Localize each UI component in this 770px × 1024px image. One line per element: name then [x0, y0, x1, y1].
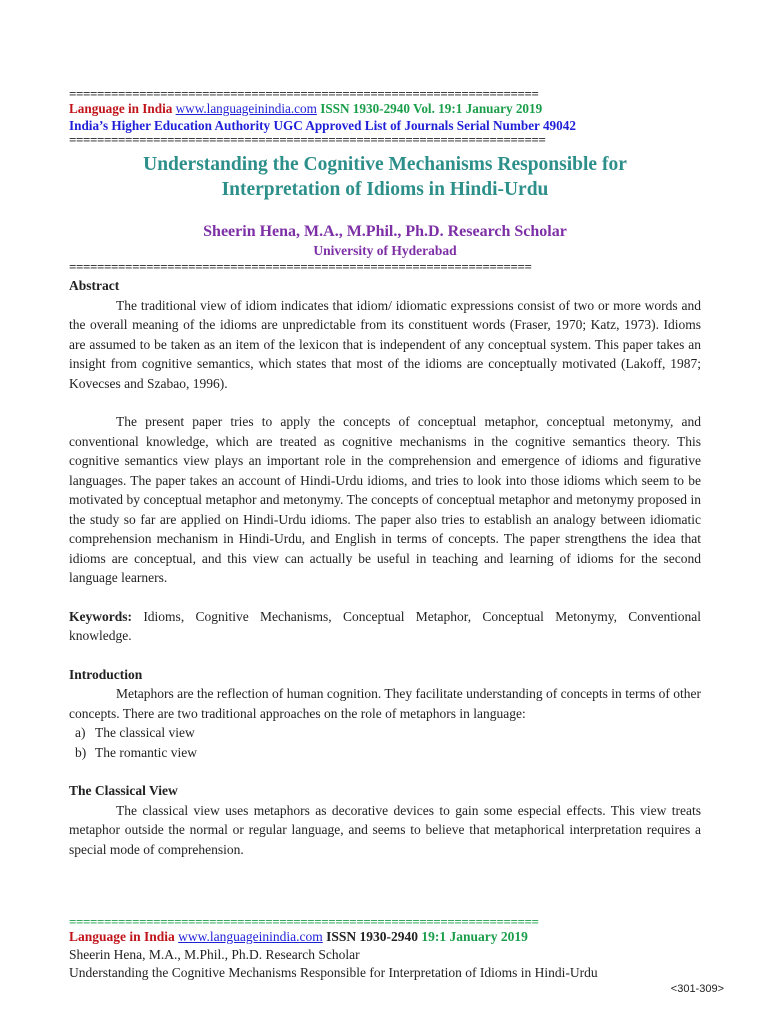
keywords-text: Idioms, Cognitive Mechanisms, Conceptual Metaphor, Conceptual Metonymy, Conventional knowledge. — [69, 608, 701, 643]
article-title — [69, 152, 701, 202]
header-separator-bottom: ==================================================================== — [69, 134, 546, 146]
introduction-heading: Introduction — [69, 666, 143, 682]
article-title-line2: Interpretation of Idioms in Hindi-Urdu — [221, 179, 549, 200]
abstract-heading: Abstract — [69, 278, 120, 293]
journal-url-link[interactable]: www.languageinindia.com — [175, 101, 317, 116]
journal-header-line — [69, 100, 701, 117]
abstract-paragraph-2: The present paper tries to apply the concepts of conceptual metaphor, conceptual metonymy, and conventional knowledge, which are treated as cognitive mechanisms in the cognitive semantics theory. This cognitive semantics view plays an important role in the comprehension and emergence of idioms and figurative languages. The paper takes an account of Hindi-Urdu idioms, and tries to look into those idioms which seem to be motivated by conceptual metaphor and metonymy. The concepts of conceptual metaphor and metonymy proposed in the study so far are applied on Hindi-Urdu idioms. The paper also tries to establish an analogy between idiomatic comprehension mechanism in Hindi-Urdu, and English in terms of concepts. The paper strengthens the idea that idioms are conceptual, and this view can actually be useful in teaching and learning of idioms for the second language learners. — [69, 414, 701, 585]
footer-journal-url-link[interactable]: www.languageinindia.com — [178, 929, 323, 944]
footer-title: Understanding the Cognitive Mechanisms Responsible for Interpretation of Idioms in Hindi-Urdu — [69, 965, 598, 980]
article-separator: ================================================================== — [69, 261, 532, 273]
article-affiliation: University of Hyderabad — [313, 243, 457, 258]
introduction-list — [69, 723, 701, 762]
journal-issn-vol: ISSN 1930-2940 Vol. 19:1 January 2019 — [320, 101, 543, 116]
abstract-paragraph-1: The traditional view of idiom indicates that idiom/ idiomatic expressions consist of two or more words and the overall meaning of the idioms are unpredictable from its constituent words (Fraser, 1970; Katz, 1973). Idioms are assumed to be taken as an item of the lexicon that is independent of any conceptual system. This paper takes an insight from cognitive semantics, which states that most of the idioms are conceptually motivated (Lakoff, 1987; Kovecses and Szabao, 1996). — [69, 297, 701, 391]
introduction-paragraph: Metaphors are the reflection of human cognition. They facilitate understanding of concepts in terms of other concepts. There are two traditional approaches on the role of metaphors in language: — [69, 686, 701, 721]
footer-journal-name: Language in India — [69, 929, 175, 944]
footer-vol: 19:1 January 2019 — [421, 929, 528, 944]
page-footer — [69, 916, 709, 982]
list-item: b) The romantic view — [75, 744, 197, 760]
keywords-label: Keywords: — [69, 608, 132, 624]
footer-author: Sheerin Hena, M.A., M.Phil., Ph.D. Research Scholar — [69, 947, 360, 962]
header-separator-top: =================================================================== — [69, 88, 539, 100]
classical-view-paragraph: The classical view uses metaphors as decorative devices to gain some especial effects. This view treats metaphor outside the normal or regular language, and seems to believe that metaphorical interpretation requires a special mode of comprehension. — [69, 802, 701, 857]
list-item: a) The classical view — [75, 725, 195, 740]
journal-name: Language in India — [69, 101, 173, 116]
footer-separator: =================================================================== — [69, 916, 539, 928]
classical-view-heading: The Classical View — [69, 783, 178, 798]
ugc-approval-line: India’s Higher Education Authority UGC Approved List of Journals Serial Number 49042 — [69, 118, 576, 133]
footer-issn: ISSN 1930-2940 — [326, 929, 419, 944]
article-title-line1: Understanding the Cognitive Mechanisms Responsible for — [143, 154, 627, 175]
keywords-paragraph — [69, 607, 701, 646]
page-range: <301-309> — [670, 983, 724, 995]
article-page — [69, 88, 701, 859]
footer-journal-line — [69, 928, 709, 946]
article-author: Sheerin Hena, M.A., M.Phil., Ph.D. Research Scholar — [203, 223, 567, 240]
